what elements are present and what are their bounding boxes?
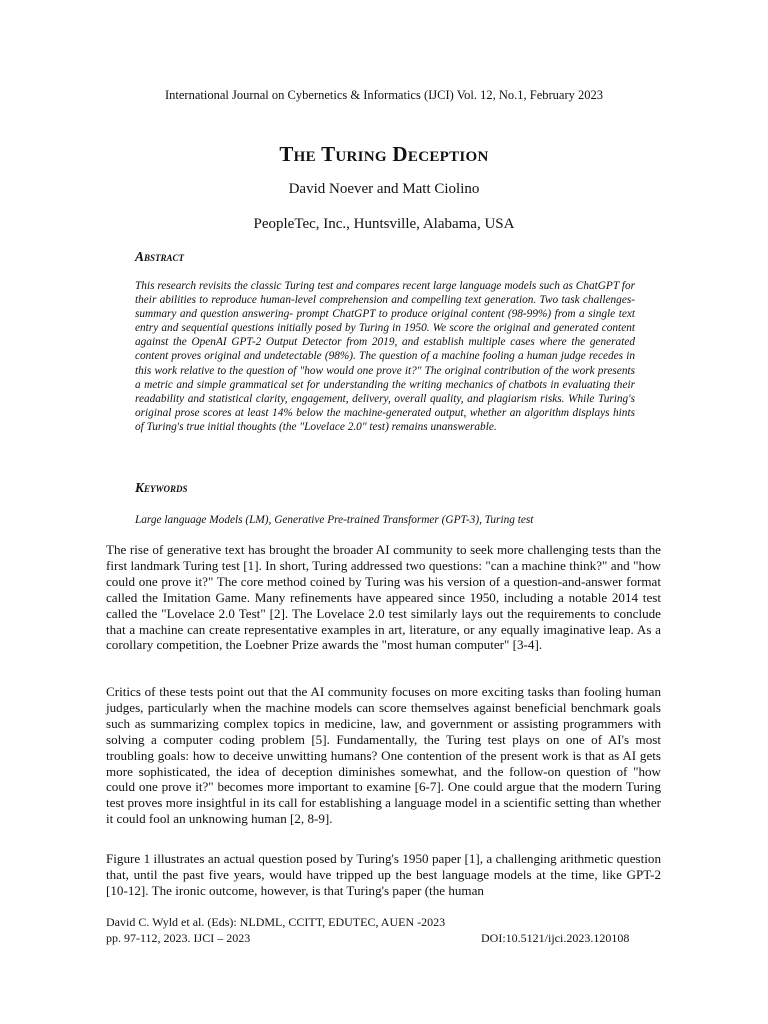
footer-pages: pp. 97-112, 2023. IJCI – 2023: [106, 931, 251, 945]
abstract-text: This research revisits the classic Turing test and compares recent large language models such as ChatGPT for their abilities to reproduce human-level comprehension and compelling text generation. Two task challenges- summary and question answering- prompt ChatGPT to produce original content (98-99%) from a single text entry and sequential questions initially posed by Turing in 1950. We score the original and generated content against the OpenAI GPT-2 Output Detector from 2019, and establish multiple cases where the generated content proves original and undetectable (98%). The question of a machine fooling a human judge recedes in this work relative to the question of "how would one prove it?" The original contribution of the work presents a metric and simple grammatical set for understanding the writing mechanics of chatbots in evaluating their readability and statistical clarity, engagement, delivery, overall quality, and plagiarism risks. While Turing's original prose scores at least 14% below the machine-generated output, whether an algorithm displays hints of Turing's true initial thoughts (the "Lovelace 2.0" test) remains unanswerable.: [135, 280, 635, 433]
journal-running-header: International Journal on Cybernetics & Informatics (IJCI) Vol. 12, No.1, February 2023: [165, 88, 603, 102]
body-paragraph: Figure 1 illustrates an actual question posed by Turing's 1950 paper [1], a challenging arithmetic question that, until the past five years, would have tripped up the best language models at the time, like GPT-2 [10-12]. The ironic outcome, however, is that Turing's paper (the human: [106, 851, 661, 898]
footer-doi: DOI:10.5121/ijci.2023.120108: [481, 931, 630, 945]
keywords-heading: Keywords: [135, 480, 188, 495]
page-footer-left: [106, 914, 445, 946]
paper-authors: David Noever and Matt Ciolino: [288, 181, 480, 197]
body-paragraph: Critics of these tests point out that the AI community focuses on more exciting tasks than fooling human judges, particularly when the machine models can score themselves against beneficial benchmark goals such as summarizing complex topics in medicine, law, and government or assisting programmers with solving a computer coding problem [5]. Fundamentally, the Turing test plays on one of AI's most troubling goals: how to deceive unwitting humans? One contention of the present work is that as AI gets more sophisticated, the idea of deception diminishes somewhat, and the follow-on question of "how could one prove it?" becomes more important to examine [6-7]. One could argue that the modern Turing test proves more insightful in its call for establishing a language model in a scientific setting than whether it could fool an unknowing human [2, 8-9].: [106, 684, 661, 827]
footer-editors: David C. Wyld et al. (Eds): NLDML, CCITT, EDUTEC, AUEN -2023: [106, 915, 446, 929]
keywords-text: Large language Models (LM), Generative Pre-trained Transformer (GPT-3), Turing test: [135, 514, 534, 526]
paper-affiliation: PeopleTec, Inc., Huntsville, Alabama, USA: [253, 216, 515, 232]
paper-title: The Turing Deception: [279, 142, 489, 166]
body-paragraph: The rise of generative text has brought the broader AI community to seek more challenging tests than the first landmark Turing test [1]. In short, Turing addressed two questions: "can a machine think?" and "how could one prove it?" The core method coined by Turing was his version of a question-and-answer format called the Imitation Game. Many refinements have appeared since 1950, including a notable 2014 test called the "Lovelace 2.0 Test" [2]. The Lovelace 2.0 test similarly lays out the requirements to conclude that a machine can create representative examples in art, literature, or any equally imaginative leap. As a corollary competition, the Loebner Prize awards the "most human computer" [3-4].: [106, 542, 661, 653]
abstract-heading: Abstract: [135, 249, 185, 264]
